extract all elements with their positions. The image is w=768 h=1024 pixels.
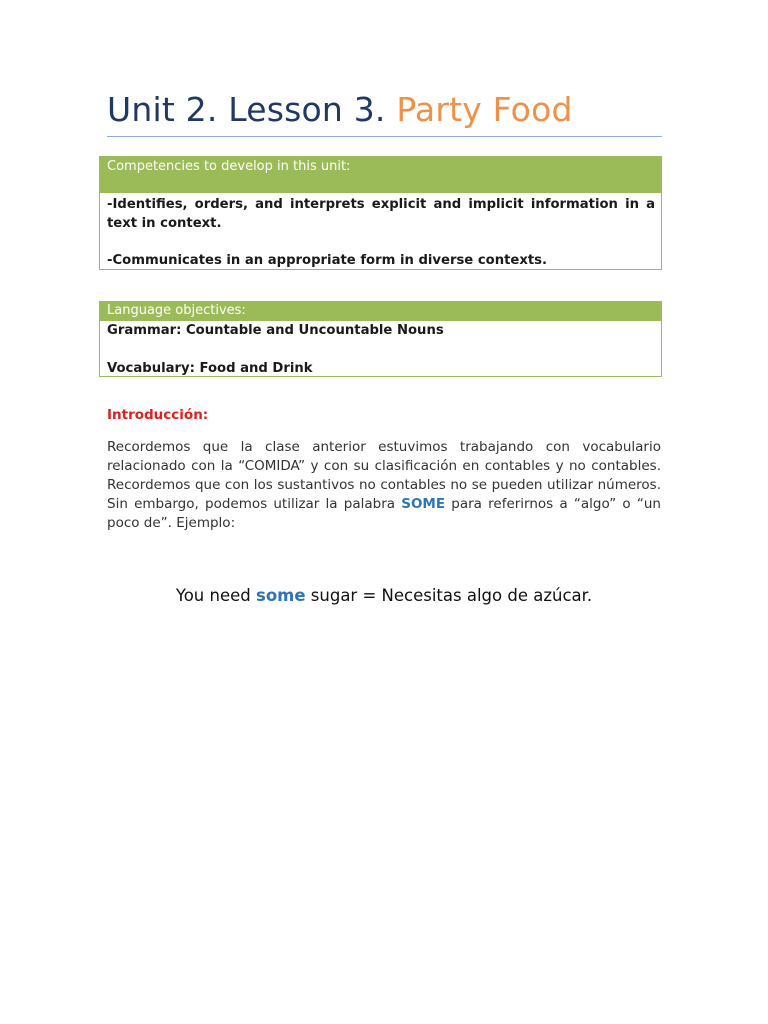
- intro-heading: Introducción:: [107, 407, 209, 423]
- competencies-body: [100, 193, 661, 270]
- title-underline: [107, 136, 662, 137]
- intro-text-after: para referirnos a “algo” o “un poco de”. Ejemplo:: [107, 496, 661, 531]
- competencies-box: [99, 156, 662, 270]
- objectives-body: [100, 321, 661, 378]
- example-sentence: [0, 585, 768, 607]
- intro-paragraph: [107, 438, 661, 533]
- title-prefix: Unit 2. Lesson 3.: [107, 90, 397, 129]
- page-title: [107, 88, 573, 132]
- example-before: You need: [175, 586, 256, 605]
- example-keyword: some: [256, 586, 306, 605]
- objectives-box: [99, 301, 662, 377]
- objectives-heading: Language objectives:: [100, 302, 661, 321]
- objective-vocabulary: Vocabulary: Food and Drink: [107, 361, 313, 376]
- competency-item-2: -Communicates in an appropriate form in diverse contexts.: [107, 253, 548, 268]
- intro-text-before: Recordemos que la clase anterior estuvimos trabajando con vocabulario relacionado con la “COMIDA” y con su clasificación en contables y no contables. Recordemos que con los sustantivos no contables no se pueden utilizar números. Sin embargo, podemos utilizar la palabra: [107, 439, 661, 512]
- objective-grammar: Grammar: Countable and Uncountable Nouns: [107, 323, 444, 338]
- competencies-heading: Competencies to develop in this unit:: [100, 157, 661, 193]
- title-accent: Party Food: [396, 90, 573, 129]
- example-after: sugar = Necesitas algo de azúcar.: [305, 586, 593, 605]
- intro-keyword: SOME: [401, 496, 446, 512]
- competency-item-1: -Identifies, orders, and interprets explicit and implicit information in a text in context.: [107, 197, 655, 231]
